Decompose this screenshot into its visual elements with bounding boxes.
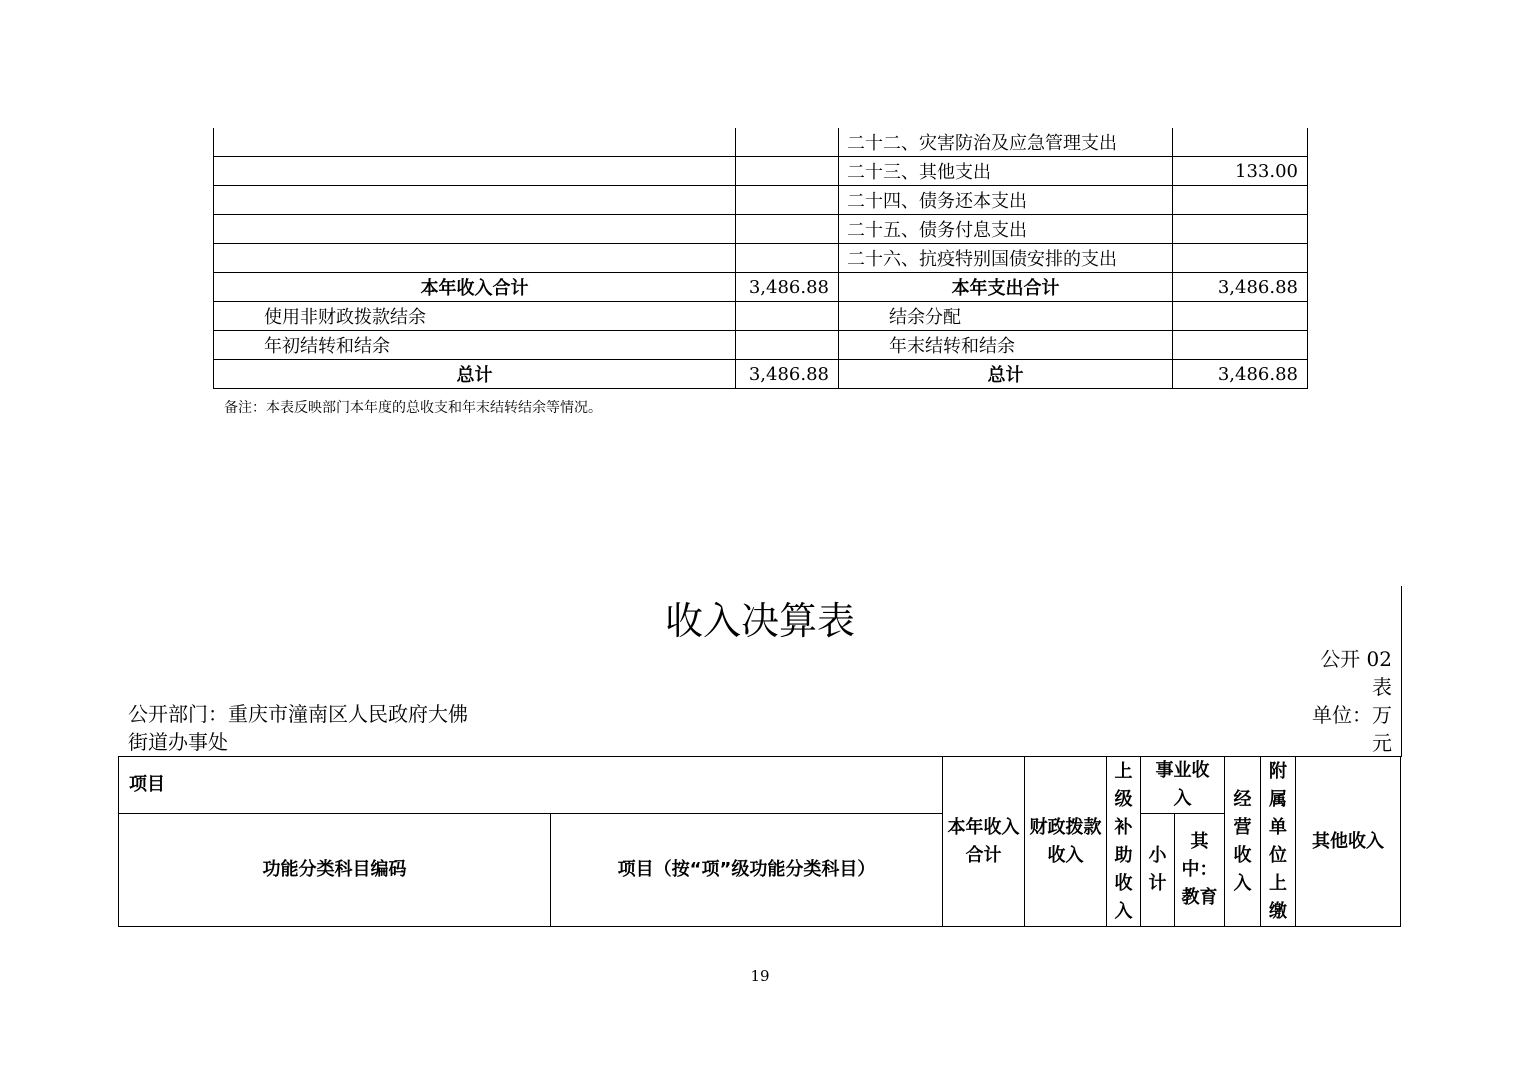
left-label-cell bbox=[214, 128, 736, 157]
department-line2: 街道办事处 bbox=[128, 730, 228, 754]
header-subtotal: 小计 bbox=[1141, 814, 1175, 927]
header-item-name: 项目（按“项”级功能分类科目） bbox=[551, 814, 943, 927]
header-total-income: 本年收入合计 bbox=[943, 757, 1025, 927]
department-info bbox=[128, 700, 468, 756]
header-business-income: 事业收入 bbox=[1141, 757, 1225, 814]
right-value-cell: 3,486.88 bbox=[1173, 273, 1308, 302]
left-value-cell bbox=[736, 186, 839, 215]
right-label-cell: 总计 bbox=[839, 360, 1173, 389]
page-number: 19 bbox=[750, 967, 770, 985]
right-label-cell: 二十三、其他支出 bbox=[839, 157, 1173, 186]
left-label-cell bbox=[214, 244, 736, 273]
header-of-which-education: 其中：教育 bbox=[1175, 814, 1225, 927]
left-value-cell bbox=[736, 157, 839, 186]
divider-line bbox=[1401, 586, 1402, 757]
header-affiliate-remit: 附属单位上缴 bbox=[1261, 757, 1296, 927]
header-fiscal-income: 财政拨款收入 bbox=[1025, 757, 1107, 927]
table-row bbox=[214, 302, 1308, 331]
form-number-line2: 表 bbox=[1372, 675, 1392, 699]
right-value-cell bbox=[1173, 244, 1308, 273]
left-label-cell: 本年收入合计 bbox=[214, 273, 736, 302]
right-label-cell: 二十六、抗疫特别国债安排的支出 bbox=[839, 244, 1173, 273]
right-value-cell bbox=[1173, 128, 1308, 157]
table-row bbox=[214, 157, 1308, 186]
unit-line2: 元 bbox=[1372, 731, 1392, 755]
header-item: 项目 bbox=[119, 757, 943, 814]
right-label-cell: 结余分配 bbox=[839, 302, 1173, 331]
left-label-cell: 总计 bbox=[214, 360, 736, 389]
header-upper-subsidy: 上级补助收入 bbox=[1107, 757, 1141, 927]
left-value-cell: 3,486.88 bbox=[736, 273, 839, 302]
department-line1: 公开部门：重庆市潼南区人民政府大佛 bbox=[128, 702, 468, 726]
page-title: 收入决算表 bbox=[664, 599, 855, 643]
left-value-cell bbox=[736, 244, 839, 273]
form-number-line1: 公开 02 bbox=[1320, 647, 1392, 671]
right-value-cell bbox=[1173, 186, 1308, 215]
subtotal-row bbox=[214, 273, 1308, 302]
table-row bbox=[214, 128, 1308, 157]
left-value-cell bbox=[736, 128, 839, 157]
header-function-code: 功能分类科目编码 bbox=[119, 814, 551, 927]
left-value-cell bbox=[736, 331, 839, 360]
header-operating-income: 经营收入 bbox=[1225, 757, 1261, 927]
left-value-cell bbox=[736, 215, 839, 244]
right-label-cell: 二十四、债务还本支出 bbox=[839, 186, 1173, 215]
right-value-cell: 133.00 bbox=[1173, 157, 1308, 186]
right-label-cell: 二十五、债务付息支出 bbox=[839, 215, 1173, 244]
form-info bbox=[1312, 645, 1392, 757]
right-label-cell: 二十二、灾害防治及应急管理支出 bbox=[839, 128, 1173, 157]
left-label-cell bbox=[214, 215, 736, 244]
left-label-cell bbox=[214, 186, 736, 215]
left-label-cell: 使用非财政拨款结余 bbox=[214, 302, 736, 331]
income-expenditure-summary-table bbox=[213, 128, 1308, 389]
left-value-cell: 3,486.88 bbox=[736, 360, 839, 389]
right-value-cell bbox=[1173, 302, 1308, 331]
income-final-accounts-table bbox=[118, 756, 1401, 927]
table-row bbox=[214, 215, 1308, 244]
right-value-cell bbox=[1173, 331, 1308, 360]
table-row bbox=[214, 186, 1308, 215]
right-label-cell: 年末结转和结余 bbox=[839, 331, 1173, 360]
left-label-cell bbox=[214, 157, 736, 186]
right-value-cell: 3,486.88 bbox=[1173, 360, 1308, 389]
table-note: 备注：本表反映部门本年度的总收支和年末结转结余等情况。 bbox=[224, 400, 602, 416]
right-label-cell: 本年支出合计 bbox=[839, 273, 1173, 302]
unit-line1: 单位：万 bbox=[1312, 703, 1392, 727]
left-value-cell bbox=[736, 302, 839, 331]
table-row bbox=[214, 244, 1308, 273]
left-label-cell: 年初结转和结余 bbox=[214, 331, 736, 360]
total-row bbox=[214, 360, 1308, 389]
right-value-cell bbox=[1173, 215, 1308, 244]
header-other-income: 其他收入 bbox=[1296, 757, 1401, 927]
table-row bbox=[214, 331, 1308, 360]
